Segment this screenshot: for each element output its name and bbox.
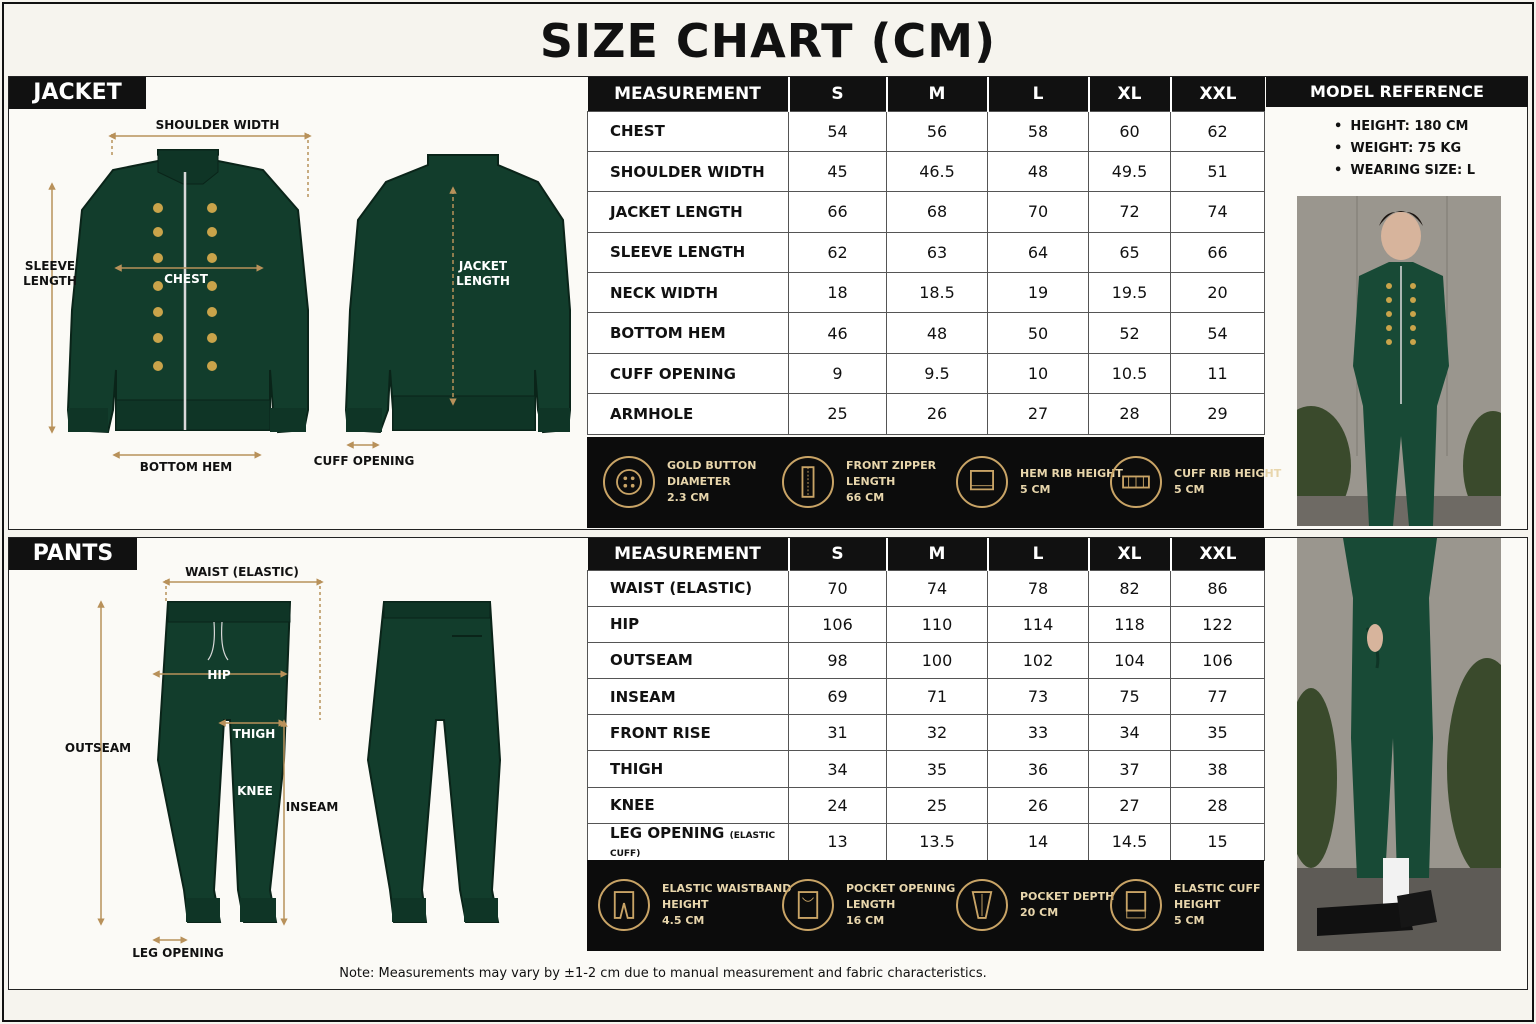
size-value: 82 bbox=[1089, 570, 1171, 606]
measurement-label: LEG OPENING bbox=[610, 823, 725, 842]
feature-text: ELASTIC CUFF bbox=[1174, 882, 1261, 895]
feature-text: GOLD BUTTON bbox=[667, 459, 757, 472]
size-value: 34 bbox=[1089, 715, 1171, 751]
feature-text: 20 CM bbox=[1020, 906, 1059, 919]
size-value: 37 bbox=[1089, 751, 1171, 787]
table-row bbox=[588, 679, 1265, 715]
jacket-front-illustration bbox=[68, 150, 308, 432]
measurement-name bbox=[588, 787, 789, 823]
model-height: • HEIGHT: 180 CM bbox=[1334, 116, 1475, 138]
feature-text: 4.5 CM bbox=[662, 914, 705, 927]
size-value: 29 bbox=[1171, 394, 1265, 434]
measurement-label: HIP bbox=[610, 615, 640, 634]
measurement-name bbox=[588, 353, 789, 393]
size-value: 34 bbox=[789, 751, 887, 787]
size-value: 48 bbox=[887, 313, 988, 353]
pants-header-xl: XL bbox=[1089, 538, 1171, 570]
size-value: 66 bbox=[789, 192, 887, 232]
measurement-name bbox=[588, 232, 789, 272]
elastic-cuff-icon bbox=[1110, 879, 1162, 931]
feature-text: HEM RIB HEIGHT bbox=[1020, 467, 1123, 480]
feature-zipper bbox=[782, 456, 936, 508]
feature-text: 5 CM bbox=[1174, 914, 1205, 927]
zipper-icon bbox=[782, 456, 834, 508]
size-value: 48 bbox=[988, 151, 1089, 191]
label-inseam: INSEAM bbox=[285, 800, 339, 814]
label-cuff-opening: CUFF OPENING bbox=[313, 454, 415, 468]
table-row bbox=[588, 151, 1265, 191]
label-hip: HIP bbox=[207, 668, 231, 682]
size-value: 65 bbox=[1089, 232, 1171, 272]
size-value: 118 bbox=[1089, 606, 1171, 642]
label-chest: CHEST bbox=[164, 272, 208, 286]
jacket-diagram bbox=[8, 110, 588, 510]
table-row bbox=[588, 751, 1265, 787]
jacket-tag: JACKET bbox=[9, 77, 146, 109]
header-measurement: MEASUREMENT bbox=[588, 77, 789, 111]
table-row bbox=[588, 313, 1265, 353]
feature-text: FRONT ZIPPER bbox=[846, 459, 937, 472]
size-value: 26 bbox=[988, 787, 1089, 823]
feature-text: 5 CM bbox=[1174, 483, 1205, 496]
pants-back-illustration bbox=[368, 602, 500, 922]
size-value: 19.5 bbox=[1089, 273, 1171, 313]
table-row bbox=[588, 823, 1265, 860]
feature-text: 5 CM bbox=[1020, 483, 1051, 496]
model-reference-list bbox=[1334, 116, 1475, 182]
pocket-depth-icon bbox=[956, 879, 1008, 931]
size-value: 102 bbox=[988, 642, 1089, 678]
measurement-name bbox=[588, 111, 789, 151]
feature-hem-rib bbox=[956, 456, 1123, 508]
size-value: 28 bbox=[1089, 394, 1171, 434]
size-value: 72 bbox=[1089, 192, 1171, 232]
feature-text: DIAMETER bbox=[667, 475, 731, 488]
size-value: 38 bbox=[1171, 751, 1265, 787]
feature-cuff-rib bbox=[1110, 456, 1281, 508]
size-value: 77 bbox=[1171, 679, 1265, 715]
feature-text: LENGTH bbox=[846, 898, 896, 911]
size-value: 74 bbox=[1171, 192, 1265, 232]
measurement-label: CHEST bbox=[610, 122, 665, 141]
size-value: 106 bbox=[789, 606, 887, 642]
size-value: 14.5 bbox=[1089, 823, 1171, 860]
header-xxl: XXL bbox=[1171, 77, 1265, 111]
button-icon bbox=[603, 456, 655, 508]
measurement-label: KNEE bbox=[610, 796, 655, 815]
size-value: 27 bbox=[988, 394, 1089, 434]
size-value: 51 bbox=[1171, 151, 1265, 191]
waistband-icon bbox=[598, 879, 650, 931]
pants-front-illustration bbox=[158, 602, 290, 922]
size-value: 33 bbox=[988, 715, 1089, 751]
table-row bbox=[588, 787, 1265, 823]
feature-text: HEIGHT bbox=[662, 898, 709, 911]
table-row bbox=[588, 192, 1265, 232]
feature-text: 66 CM bbox=[846, 491, 885, 504]
measurement-label: THIGH bbox=[610, 760, 664, 779]
header-m: M bbox=[887, 77, 988, 111]
pants-header-xxl: XXL bbox=[1171, 538, 1265, 570]
table-row bbox=[588, 570, 1265, 606]
measurement-name bbox=[588, 570, 789, 606]
measurement-label: OUTSEAM bbox=[610, 651, 693, 670]
size-value: 9 bbox=[789, 353, 887, 393]
pants-diagram bbox=[8, 560, 568, 960]
size-value: 20 bbox=[1171, 273, 1265, 313]
size-value: 49.5 bbox=[1089, 151, 1171, 191]
size-value: 52 bbox=[1089, 313, 1171, 353]
measurement-name bbox=[588, 394, 789, 434]
size-value: 18 bbox=[789, 273, 887, 313]
size-value: 10 bbox=[988, 353, 1089, 393]
measurement-name bbox=[588, 642, 789, 678]
size-value: 62 bbox=[789, 232, 887, 272]
model-weight: • WEIGHT: 75 KG bbox=[1334, 138, 1475, 160]
measurement-name bbox=[588, 192, 789, 232]
label-waist: WAIST (ELASTIC) bbox=[185, 565, 299, 579]
measurement-label: CUFF OPENING bbox=[610, 364, 736, 383]
table-row bbox=[588, 606, 1265, 642]
table-row bbox=[588, 111, 1265, 151]
size-value: 86 bbox=[1171, 570, 1265, 606]
pants-table-header bbox=[588, 538, 1265, 570]
size-value: 58 bbox=[988, 111, 1089, 151]
measurement-name bbox=[588, 273, 789, 313]
label-knee: KNEE bbox=[237, 784, 273, 798]
size-value: 11 bbox=[1171, 353, 1265, 393]
size-value: 114 bbox=[988, 606, 1089, 642]
size-value: 35 bbox=[887, 751, 988, 787]
size-value: 74 bbox=[887, 570, 988, 606]
size-value: 28 bbox=[1171, 787, 1265, 823]
size-value: 68 bbox=[887, 192, 988, 232]
elastic-cuff-note: (ELASTIC CUFF) bbox=[610, 830, 776, 859]
measurement-name bbox=[588, 313, 789, 353]
pants-tag: PANTS bbox=[9, 538, 137, 570]
measurement-label: BOTTOM HEM bbox=[610, 324, 726, 343]
size-value: 25 bbox=[887, 787, 988, 823]
label-outseam: OUTSEAM bbox=[64, 741, 132, 755]
feature-text: ELASTIC WAISTBAND bbox=[662, 882, 792, 895]
measurement-label: SHOULDER WIDTH bbox=[610, 162, 765, 181]
size-value: 71 bbox=[887, 679, 988, 715]
size-value: 13.5 bbox=[887, 823, 988, 860]
table-row bbox=[588, 715, 1265, 751]
measurement-label: WAIST (ELASTIC) bbox=[610, 579, 753, 598]
feature-text: POCKET DEPTH bbox=[1020, 890, 1115, 903]
measurement-name bbox=[588, 751, 789, 787]
size-value: 75 bbox=[1089, 679, 1171, 715]
size-value: 62 bbox=[1171, 111, 1265, 151]
size-value: 66 bbox=[1171, 232, 1265, 272]
size-value: 19 bbox=[988, 273, 1089, 313]
pants-header-m: M bbox=[887, 538, 988, 570]
label-thigh: THIGH bbox=[232, 727, 276, 741]
size-value: 46.5 bbox=[887, 151, 988, 191]
size-value: 27 bbox=[1089, 787, 1171, 823]
size-value: 56 bbox=[887, 111, 988, 151]
feature-text: LENGTH bbox=[846, 475, 896, 488]
size-value: 26 bbox=[887, 394, 988, 434]
size-value: 10.5 bbox=[1089, 353, 1171, 393]
label-leg-opening: LEG OPENING bbox=[132, 946, 224, 960]
size-value: 64 bbox=[988, 232, 1089, 272]
jacket-table-header bbox=[588, 77, 1265, 111]
size-value: 104 bbox=[1089, 642, 1171, 678]
jacket-size-table bbox=[587, 77, 1265, 435]
size-value: 45 bbox=[789, 151, 887, 191]
size-value: 24 bbox=[789, 787, 887, 823]
table-row bbox=[588, 353, 1265, 393]
size-value: 54 bbox=[1171, 313, 1265, 353]
measurement-name bbox=[588, 715, 789, 751]
size-value: 100 bbox=[887, 642, 988, 678]
size-value: 32 bbox=[887, 715, 988, 751]
label-bottom-hem: BOTTOM HEM bbox=[139, 460, 233, 474]
size-value: 15 bbox=[1171, 823, 1265, 860]
feature-pocket-depth bbox=[956, 879, 1114, 931]
size-value: 122 bbox=[1171, 606, 1265, 642]
size-value: 54 bbox=[789, 111, 887, 151]
label-jacket-length-1: JACKET bbox=[458, 259, 508, 273]
size-value: 31 bbox=[789, 715, 887, 751]
measurement-label: ARMHOLE bbox=[610, 404, 694, 423]
pants-header-l: L bbox=[988, 538, 1089, 570]
header-s: S bbox=[789, 77, 887, 111]
feature-pocket bbox=[782, 879, 955, 931]
feature-text: POCKET OPENING bbox=[846, 882, 956, 895]
label-sleeve-length-1: SLEEVE bbox=[24, 259, 76, 273]
hem-rib-icon bbox=[956, 456, 1008, 508]
size-value: 50 bbox=[988, 313, 1089, 353]
cuff-rib-icon bbox=[1110, 456, 1162, 508]
size-value: 98 bbox=[789, 642, 887, 678]
label-shoulder-width: SHOULDER WIDTH bbox=[155, 118, 280, 132]
measurement-name bbox=[588, 823, 789, 860]
measurement-label: FRONT RISE bbox=[610, 723, 711, 742]
jacket-back-illustration bbox=[346, 155, 570, 432]
table-row bbox=[588, 394, 1265, 434]
page-title: SIZE CHART (CM) bbox=[539, 14, 997, 68]
size-value: 73 bbox=[988, 679, 1089, 715]
feature-text: 16 CM bbox=[846, 914, 885, 927]
size-value: 69 bbox=[789, 679, 887, 715]
label-jacket-length-2: LENGTH bbox=[456, 274, 510, 288]
size-value: 46 bbox=[789, 313, 887, 353]
feature-text: HEIGHT bbox=[1174, 898, 1221, 911]
measurement-name bbox=[588, 606, 789, 642]
pants-header-measurement: MEASUREMENT bbox=[588, 538, 789, 570]
size-value: 25 bbox=[789, 394, 887, 434]
size-value: 78 bbox=[988, 570, 1089, 606]
size-value: 35 bbox=[1171, 715, 1265, 751]
header-l: L bbox=[988, 77, 1089, 111]
size-value: 70 bbox=[789, 570, 887, 606]
feature-button bbox=[603, 456, 756, 508]
measurement-name bbox=[588, 151, 789, 191]
size-value: 63 bbox=[887, 232, 988, 272]
model-reference-heading: MODEL REFERENCE bbox=[1266, 77, 1528, 107]
size-value: 60 bbox=[1089, 111, 1171, 151]
model-photo-pants bbox=[1297, 538, 1501, 951]
size-value: 14 bbox=[988, 823, 1089, 860]
model-photo-jacket bbox=[1297, 196, 1501, 526]
measurement-name bbox=[588, 679, 789, 715]
header-xl: XL bbox=[1089, 77, 1171, 111]
measurement-label: INSEAM bbox=[610, 687, 676, 706]
feature-waistband bbox=[598, 879, 791, 931]
table-row bbox=[588, 642, 1265, 678]
table-row bbox=[588, 232, 1265, 272]
measurement-label: NECK WIDTH bbox=[610, 283, 719, 302]
feature-text: CUFF RIB HEIGHT bbox=[1174, 467, 1282, 480]
size-value: 106 bbox=[1171, 642, 1265, 678]
measurement-note: Note: Measurements may vary by ±1-2 cm due to manual measurement and fabric characteristics. bbox=[339, 966, 987, 981]
size-value: 36 bbox=[988, 751, 1089, 787]
size-value: 70 bbox=[988, 192, 1089, 232]
size-value: 110 bbox=[887, 606, 988, 642]
pants-size-table bbox=[587, 538, 1265, 861]
size-value: 9.5 bbox=[887, 353, 988, 393]
feature-elastic-cuff bbox=[1110, 879, 1261, 931]
size-value: 13 bbox=[789, 823, 887, 860]
pocket-icon bbox=[782, 879, 834, 931]
label-sleeve-length-2: LENGTH bbox=[23, 274, 77, 288]
feature-text: 2.3 CM bbox=[667, 491, 710, 504]
measurement-label: JACKET LENGTH bbox=[610, 202, 743, 221]
pants-header-s: S bbox=[789, 538, 887, 570]
model-wearing-size: • WEARING SIZE: L bbox=[1334, 160, 1475, 182]
size-value: 18.5 bbox=[887, 273, 988, 313]
table-row bbox=[588, 273, 1265, 313]
measurement-label: SLEEVE LENGTH bbox=[610, 243, 746, 262]
